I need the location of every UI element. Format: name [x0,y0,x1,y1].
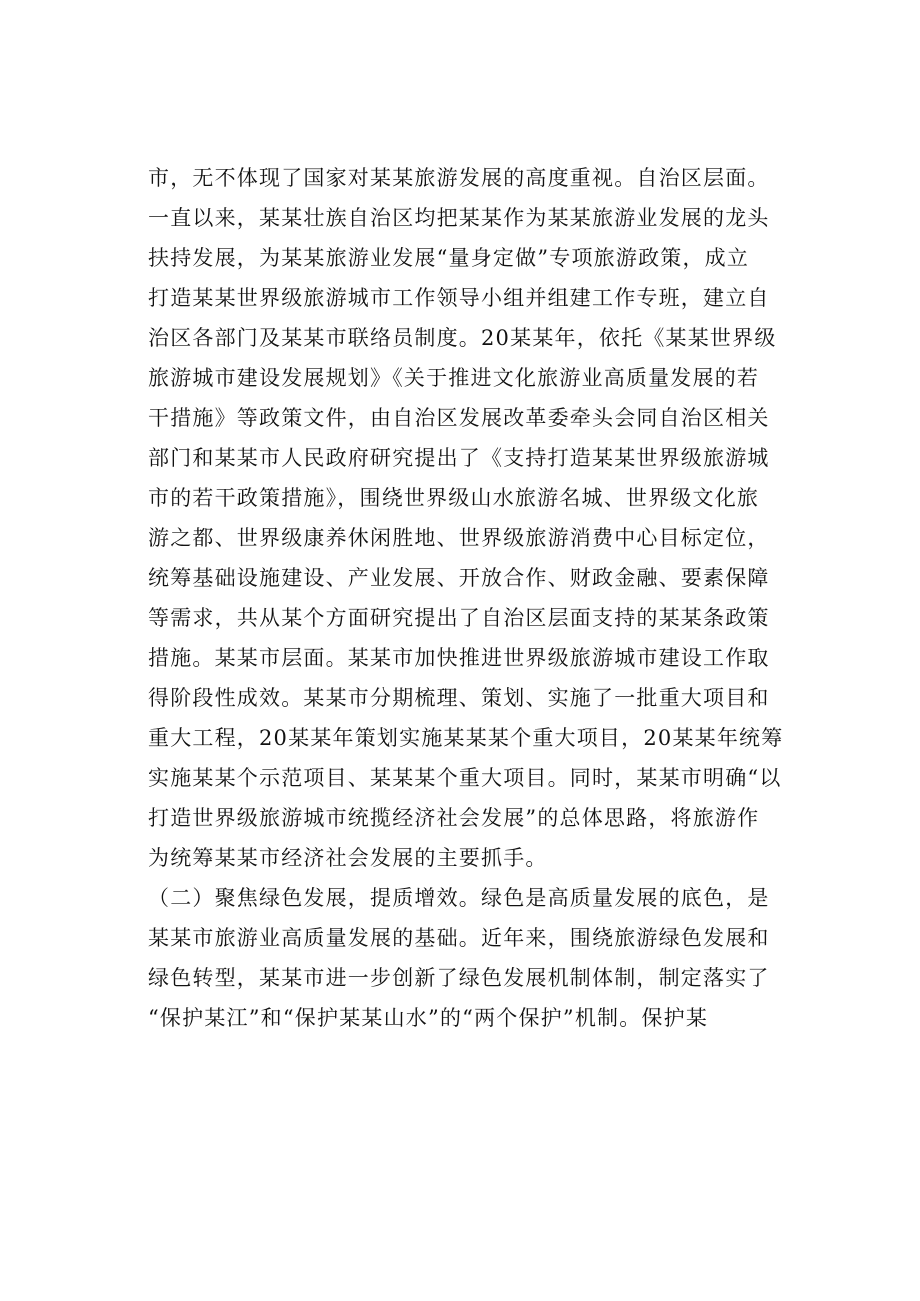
text-line: “保护某江”和“保护某某山水”的“两个保护”机制。保护某 [148,1006,709,1030]
section-heading-line: （二）聚焦绿色发展，提质增效。绿色是高质量发展的底色，是 [148,886,770,910]
text-line: 市，无不体现了国家对某某旅游发展的高度重视。自治区层面。 [148,166,770,190]
text-line: 绿色转型，某某市进一步创新了绿色发展机制体制，制定落实了 [148,966,770,990]
text-line: 得阶段性成效。某某市分期梳理、策划、实施了一批重大项目和 [148,686,770,710]
text-line: 某某市旅游业高质量发展的基础。近年来，围绕旅游绿色发展和 [148,926,770,950]
text-line: 旅游城市建设发展规划》《关于推进文化旅游业高质量发展的若 [148,366,760,390]
text-line: 重大工程，20某某年策划实施某某某个重大项目，20某某年统筹 [148,726,784,750]
text-line: 统筹基础设施建设、产业发展、开放合作、财政金融、要素保障 [148,566,770,590]
text-line: 游之都、世界级康养休闲胜地、世界级旅游消费中心目标定位， [148,526,770,550]
text-line: 措施。某某市层面。某某市加快推进世界级旅游城市建设工作取 [148,646,770,670]
text-line: 治区各部门及某某市联络员制度。20某某年，依托《某某世界级 [148,326,777,350]
text-line: 干措施》等政策文件，由自治区发展改革委牵头会同自治区相关 [148,406,770,430]
text-line: 打造世界级旅游城市统揽经济社会发展”的总体思路，将旅游作 [148,806,760,830]
text-line: 扶持发展，为某某旅游业发展“量身定做”专项旅游政策，成立 [148,246,750,270]
text-line: 打造某某世界级旅游城市工作领导小组并组建工作专班，建立自 [148,286,770,310]
text-line: 等需求，共从某个方面研究提出了自治区层面支持的某某条政策 [148,606,770,630]
text-line: 市的若干政策措施》，围绕世界级山水旅游名城、世界级文化旅 [148,486,760,510]
text-line: 实施某某个示范项目、某某某个重大项目。同时，某某市明确“以 [148,766,782,790]
text-line: 一直以来，某某壮族自治区均把某某作为某某旅游业发展的龙头 [148,206,770,230]
text-line: 为统筹某某市经济社会发展的主要抓手。 [148,846,548,870]
body-text [148,158,808,1038]
text-line: 部门和某某市人民政府研究提出了《支持打造某某世界级旅游城 [148,446,770,470]
